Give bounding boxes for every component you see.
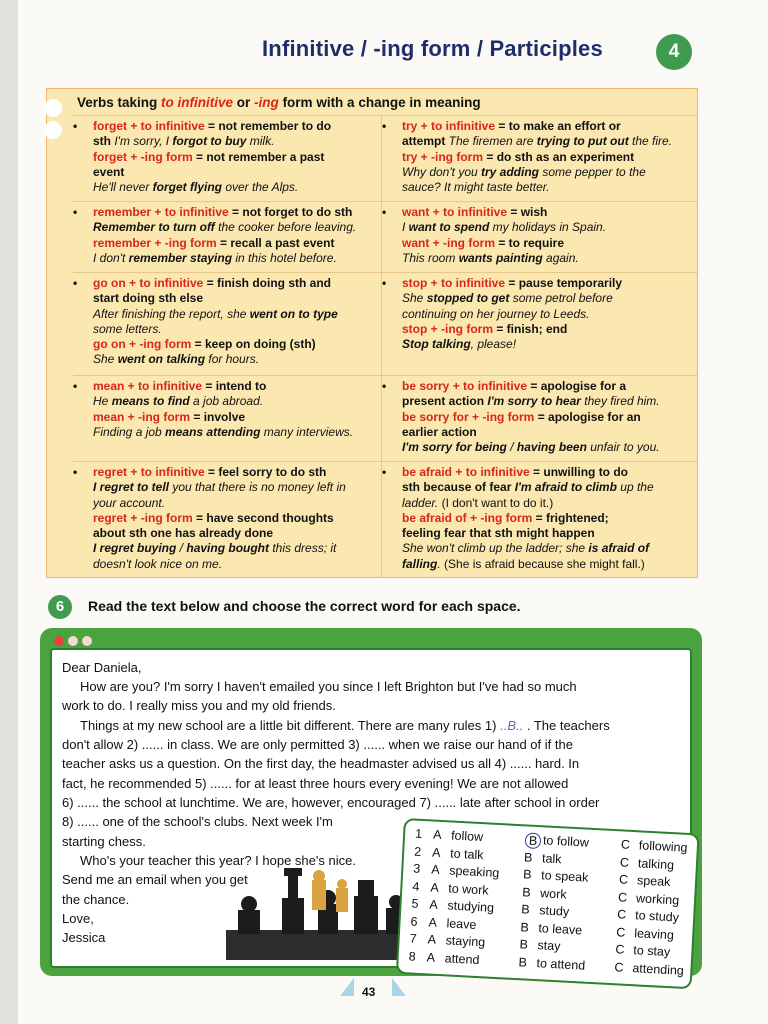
- page-spine: [0, 0, 18, 1024]
- rule-line: remember + to infinitive = not forget to do sth: [93, 205, 353, 219]
- option-a-text[interactable]: to talk: [449, 845, 484, 862]
- option-c-text[interactable]: to study: [634, 908, 680, 925]
- rule-line: mean + to infinitive = intend to: [93, 379, 267, 393]
- rule-line: Finding a job means attending many interviews.: [93, 424, 354, 439]
- option-c-text[interactable]: working: [635, 890, 680, 908]
- rule-cell: [381, 115, 697, 201]
- option-number: 6: [410, 913, 418, 929]
- rule-line: some letters.: [93, 321, 162, 336]
- rule-line: continuing on her journey to Leeds.: [402, 306, 590, 321]
- option-letter-a[interactable]: A: [430, 879, 440, 895]
- option-c-text[interactable]: attending: [632, 960, 685, 978]
- option-letter-c[interactable]: C: [618, 872, 629, 887]
- grammar-box: [46, 88, 698, 578]
- rule-line: be afraid + to infinitive = unwilling to do: [402, 465, 629, 479]
- rule-line: want + to infinitive = wish: [402, 205, 548, 219]
- rule-line: try + to infinitive = to make an effort or: [402, 119, 621, 133]
- rule-cell: [381, 375, 697, 461]
- letter-line: 8) ...... one of the school's clubs. Next week I'm: [62, 814, 333, 829]
- option-letter-c[interactable]: C: [614, 959, 624, 975]
- bullet-icon: •: [382, 205, 387, 219]
- bullet-icon: •: [382, 276, 387, 290]
- bullet-icon: •: [382, 119, 387, 133]
- rule-cell: [73, 115, 381, 201]
- letter-line: Who's your teacher this year? I hope she's nice.: [80, 853, 356, 868]
- letter-line: How are you? I'm sorry I haven't emailed you since I left Brighton but I've had so much: [80, 679, 577, 694]
- rule-line: event: [93, 164, 125, 179]
- option-letter-a[interactable]: A: [432, 827, 442, 842]
- rule-line: doesn't look nice on me.: [93, 556, 223, 571]
- rule-line: go on + to infinitive = finish doing sth and: [93, 276, 331, 290]
- option-c-text[interactable]: speak: [636, 873, 671, 890]
- option-letter-b[interactable]: B: [521, 902, 531, 917]
- option-a-text[interactable]: leave: [446, 915, 477, 932]
- option-letter-c[interactable]: C: [620, 837, 631, 852]
- rule-line: He'll never forget flying over the Alps.: [93, 180, 299, 195]
- rule-line: try + -ing form = do sth as an experiment: [402, 149, 635, 164]
- option-number: 4: [412, 879, 420, 894]
- option-a-text[interactable]: to work: [448, 880, 490, 898]
- rule-line: about sth one has already done: [93, 526, 274, 541]
- rule-line: regret + to infinitive = feel sorry to do sth: [93, 465, 327, 479]
- bullet-icon: •: [382, 465, 387, 479]
- rule-line: This room wants painting again.: [402, 250, 579, 265]
- option-b-text[interactable]: to speak: [540, 868, 589, 885]
- page-corner-right: [392, 978, 406, 996]
- window-dot-light: [68, 636, 78, 646]
- option-letter-c[interactable]: C: [617, 889, 628, 905]
- rule-line: want + -ing form = to require: [402, 235, 565, 250]
- rule-line: After finishing the report, she went on to type: [93, 306, 338, 321]
- bullet-icon: •: [73, 465, 78, 479]
- option-b-text[interactable]: to leave: [538, 920, 583, 937]
- option-letter-b[interactable]: B: [519, 937, 529, 952]
- option-letter-b[interactable]: B: [523, 849, 533, 865]
- decorative-dot: [44, 99, 62, 117]
- bullet-icon: •: [382, 379, 387, 393]
- rule-line: ladder. (I don't want to do it.): [402, 495, 554, 510]
- rule-line: She stopped to get some petrol before: [402, 291, 613, 306]
- rule-cell: [381, 272, 697, 375]
- option-b-text[interactable]: talk: [541, 850, 562, 866]
- rule-line: earlier action: [402, 424, 477, 439]
- bullet-icon: •: [73, 276, 78, 290]
- option-letter-a[interactable]: A: [429, 897, 439, 912]
- option-number: 7: [409, 931, 418, 946]
- letter-line: work to do. I really miss you and my old friends.: [62, 698, 336, 713]
- option-letter-c[interactable]: C: [616, 907, 627, 922]
- rule-line: be afraid of + -ing form = frightened;: [402, 510, 609, 525]
- rule-line: He means to find a job abroad.: [93, 394, 264, 409]
- option-letter-a[interactable]: A: [430, 862, 441, 877]
- rule-line: sth because of fear I'm afraid to climb up the: [402, 480, 654, 495]
- answer-options-panel: [396, 818, 700, 989]
- rule-cell: [381, 461, 697, 577]
- rule-line: I'm sorry for being / having been unfair to you.: [402, 440, 660, 455]
- letter-line: teacher asks us a question. On the first day, the headmaster advised us all 4) ...... hard. In: [62, 756, 580, 771]
- rule-line: sauce? It might taste better.: [402, 180, 550, 195]
- option-number: 2: [413, 844, 422, 859]
- window-dot-light: [82, 636, 92, 646]
- letter-line: fact, he recommended 5) ...... for at least three hours every evening! We are not allowed: [62, 776, 569, 791]
- bullet-icon: •: [73, 205, 78, 219]
- rule-line: I regret buying / having bought this dress; it: [93, 541, 337, 556]
- option-c-text[interactable]: to stay: [633, 943, 671, 960]
- option-b-text[interactable]: stay: [537, 938, 561, 954]
- option-number: 3: [413, 861, 421, 876]
- letter-signature: Jessica: [62, 930, 106, 945]
- option-letter-b[interactable]: B: [520, 919, 530, 935]
- rule-cell: [73, 272, 381, 375]
- option-letter-b[interactable]: B: [521, 884, 531, 900]
- option-a-text[interactable]: studying: [447, 898, 495, 915]
- letter-greeting: Dear Daniela,: [62, 660, 142, 675]
- page-title: Infinitive / -ing form / Participles: [262, 36, 603, 61]
- option-number: 5: [411, 896, 419, 911]
- option-c-text[interactable]: leaving: [633, 925, 675, 942]
- option-letter-c[interactable]: C: [619, 854, 630, 870]
- option-letter-a[interactable]: A: [428, 914, 438, 930]
- rule-line: sth I'm sorry, I forgot to buy milk.: [93, 134, 275, 149]
- option-letter-a[interactable]: A: [431, 845, 441, 860]
- rule-cell: [73, 375, 381, 461]
- rule-cell: [381, 201, 697, 272]
- chess-pieces-illustration: [226, 860, 416, 960]
- rule-line: She won't climb up the ladder; she is afraid of: [402, 541, 650, 556]
- option-a-text[interactable]: speaking: [448, 863, 500, 881]
- rule-line: Why don't you try adding some pepper to the: [402, 164, 646, 179]
- rule-line: start doing sth else: [93, 291, 204, 306]
- letter-line: the chance.: [62, 892, 130, 907]
- page-number: 43: [362, 985, 376, 999]
- rule-line: forget + to infinitive = not remember to do: [93, 119, 332, 133]
- option-a-text[interactable]: attend: [444, 950, 480, 967]
- option-b-text[interactable]: work: [539, 885, 568, 902]
- grammar-box-heading: Verbs taking to infinitive or -ing form with a change in meaning: [77, 95, 481, 110]
- handwritten-answer: ..B..: [500, 718, 524, 733]
- rule-line: go on + -ing form = keep on doing (sth): [93, 337, 316, 352]
- decorative-dot: [44, 121, 62, 139]
- rule-line: attempt The firemen are trying to put out the fire.: [402, 134, 673, 149]
- rule-cell: [73, 201, 381, 272]
- grammar-table: [73, 115, 697, 577]
- exercise-instruction: Read the text below and choose the correct word for each space.: [88, 598, 521, 614]
- rule-cell: [73, 461, 381, 577]
- option-a-text[interactable]: follow: [450, 828, 484, 845]
- rule-line: remember + -ing form = recall a past event: [93, 235, 335, 250]
- rule-line: stop + -ing form = finish; end: [402, 321, 568, 336]
- letter-line: don't allow 2) ...... in class. We are only permitted 3) ...... when we raise our hand of if the: [62, 737, 573, 752]
- rule-line: your account.: [93, 495, 166, 510]
- letter-line: Things at my new school are a little bit different. There are many rules 1) ..B.. . The teachers: [80, 718, 610, 733]
- unit-number-badge: 4: [656, 34, 692, 70]
- rule-line: I don't remember staying in this hotel before.: [93, 250, 337, 265]
- rule-line: Stop talking, please!: [402, 337, 517, 352]
- option-c-text[interactable]: talking: [637, 855, 675, 872]
- option-b-text[interactable]: to follow: [542, 833, 590, 850]
- rule-line: regret + -ing form = have second thoughts: [93, 510, 334, 525]
- option-number: 8: [408, 948, 417, 964]
- option-letter-b[interactable]: B: [522, 867, 532, 882]
- page-corner-left: [340, 978, 354, 996]
- option-letter-a[interactable]: A: [426, 949, 436, 965]
- letter-line: 6) ...... the school at lunchtime. We are, however, encouraged 7) ...... late after school in order: [62, 795, 600, 810]
- rule-line: mean + -ing form = involve: [93, 409, 246, 424]
- rule-line: feeling fear that sth might happen: [402, 526, 595, 541]
- option-letter-a[interactable]: A: [427, 932, 437, 947]
- rule-line: I regret to tell you that there is no money left in: [93, 480, 346, 495]
- option-b-text[interactable]: study: [538, 903, 570, 919]
- rule-line: falling. (She is afraid because she might fall.): [402, 556, 645, 571]
- rule-line: forget + -ing form = not remember a past: [93, 149, 325, 164]
- window-dot-red: [54, 636, 64, 646]
- rule-line: be sorry for + -ing form = apologise for an: [402, 409, 641, 424]
- bullet-icon: •: [73, 119, 78, 133]
- option-letter-c[interactable]: C: [615, 924, 626, 940]
- rule-line: I want to spend my holidays in Spain.: [402, 220, 607, 235]
- option-b-text[interactable]: to attend: [536, 955, 586, 973]
- bullet-icon: •: [73, 379, 78, 393]
- rule-line: She went on talking for hours.: [93, 352, 260, 367]
- letter-closing: Love,: [62, 911, 94, 926]
- rule-line: be sorry + to infinitive = apologise for a: [402, 379, 627, 393]
- rule-line: Remember to turn off the cooker before leaving.: [93, 220, 357, 235]
- option-a-text[interactable]: staying: [445, 933, 486, 950]
- letter-line: Send me an email when you get: [62, 872, 248, 887]
- option-letter-c[interactable]: C: [615, 942, 625, 957]
- option-c-text[interactable]: following: [638, 838, 688, 855]
- letter-line: starting chess.: [62, 834, 146, 849]
- rule-line: stop + to infinitive = pause temporarily: [402, 276, 623, 290]
- exercise-number: 6: [48, 595, 72, 619]
- option-number: 1: [414, 826, 423, 841]
- option-letter-b[interactable]: B: [525, 832, 542, 849]
- option-letter-b[interactable]: B: [518, 954, 528, 970]
- rule-line: present action I'm sorry to hear they fired him.: [402, 394, 660, 409]
